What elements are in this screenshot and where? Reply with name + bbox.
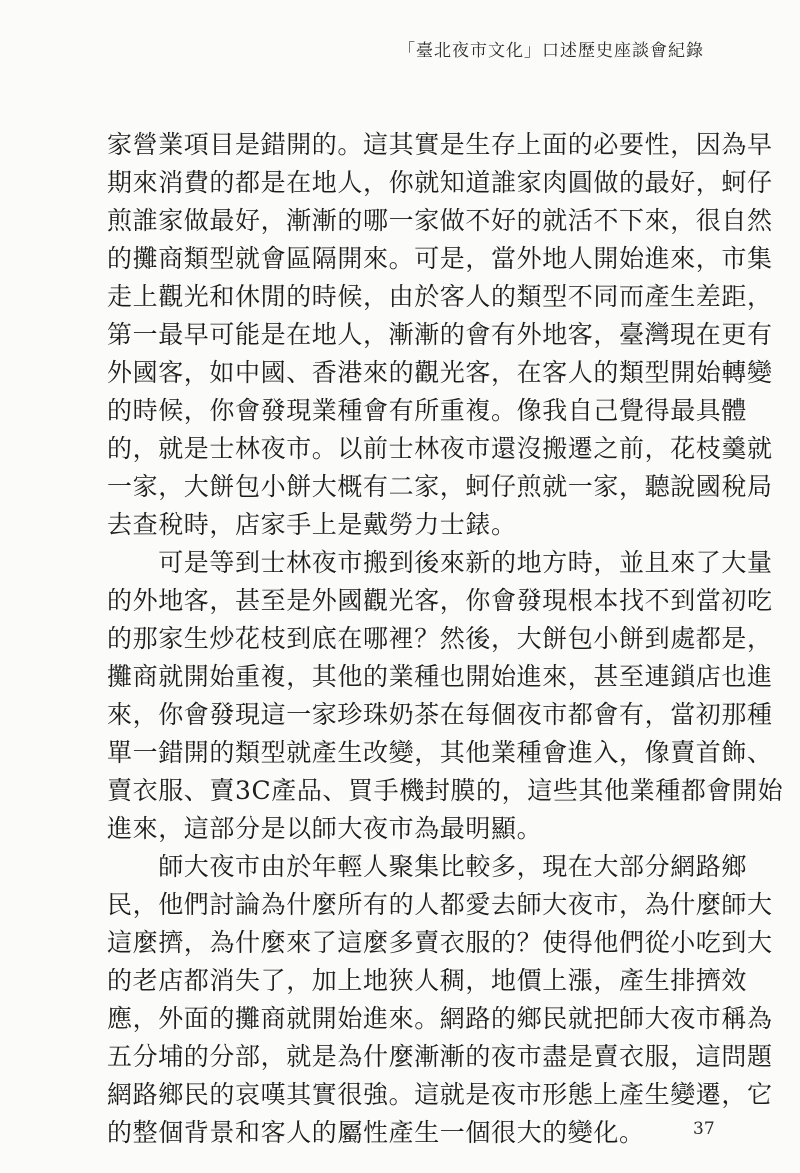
running-header-title: 「臺北夜市文化」口述歷史座談會紀錄 <box>398 41 704 61</box>
text-line: 家營業項目是錯開的。這其實是生存上面的必要性，因為早 <box>107 130 773 159</box>
text-line: 的，就是士林夜市。以前士林夜市還沒搬遷之前，花枝羹就 <box>107 434 773 463</box>
text-line: 進來，這部分是以師大夜市為最明顯。 <box>107 814 543 843</box>
text-line: 的那家生炒花枝到底在哪裡？然後，大餅包小餅到處都是， <box>107 624 773 653</box>
text-line: 應，外面的攤商就開始進來。網路的鄉民就把師大夜市稱為 <box>107 1004 773 1033</box>
text-line: 煎誰家做最好，漸漸的哪一家做不好的就活不下來，很自然 <box>107 206 773 235</box>
text-line: 第一最早可能是在地人，漸漸的會有外地客，臺灣現在更有 <box>107 320 773 349</box>
text-line: 走上觀光和休閒的時候，由於客人的類型不同而產生差距， <box>107 282 773 311</box>
body-text <box>107 126 784 1152</box>
page-number: 37 <box>693 1119 715 1139</box>
text-line: 去查稅時，店家手上是戴勞力士錶。 <box>107 510 517 539</box>
text-line: 這麼擠，為什麼來了這麼多賣衣服的？使得他們從小吃到大 <box>107 928 773 957</box>
text-line: 師大夜市由於年輕人聚集比較多，現在大部分網路鄉 <box>107 852 748 881</box>
text-line: 攤商就開始重複，其他的業種也開始進來，甚至連鎖店也進 <box>107 662 773 691</box>
text-line: 一家，大餅包小餅大概有二家，蚵仔煎就一家，聽說國稅局 <box>107 472 773 501</box>
text-line: 期來消費的都是在地人，你就知道誰家肉圓做的最好，蚵仔 <box>107 168 773 197</box>
text-line: 的攤商類型就會區隔開來。可是，當外地人開始進來，市集 <box>107 244 773 273</box>
text-line: 單一錯開的類型就產生改變，其他業種會進入，像賣首飾、 <box>107 738 773 767</box>
text-line: 民，他們討論為什麼所有的人都愛去師大夜市，為什麼師大 <box>107 890 773 919</box>
text-line: 賣衣服、賣3C產品、買手機封膜的，這些其他業種都會開始 <box>107 776 784 805</box>
text-line: 的時候，你會發現業種會有所重複。像我自己覺得最具體 <box>107 396 748 425</box>
text-line: 來，你會發現這一家珍珠奶茶在每個夜市都會有，當初那種 <box>107 700 773 729</box>
text-line: 的老店都消失了，加上地狹人稠，地價上漲，產生排擠效 <box>107 966 748 995</box>
text-line: 外國客，如中國、香港來的觀光客，在客人的類型開始轉變 <box>107 358 773 387</box>
text-line: 的整個背景和客人的屬性產生一個很大的變化。 <box>107 1118 645 1147</box>
text-line: 網路鄉民的哀嘆其實很強。這就是夜市形態上產生變遷，它 <box>107 1080 773 1109</box>
text-line: 可是等到士林夜市搬到後來新的地方時，並且來了大量 <box>107 548 773 577</box>
text-line: 的外地客，甚至是外國觀光客，你會發現根本找不到當初吃 <box>107 586 773 615</box>
text-line: 五分埔的分部，就是為什麼漸漸的夜市盡是賣衣服，這問題 <box>107 1042 773 1071</box>
